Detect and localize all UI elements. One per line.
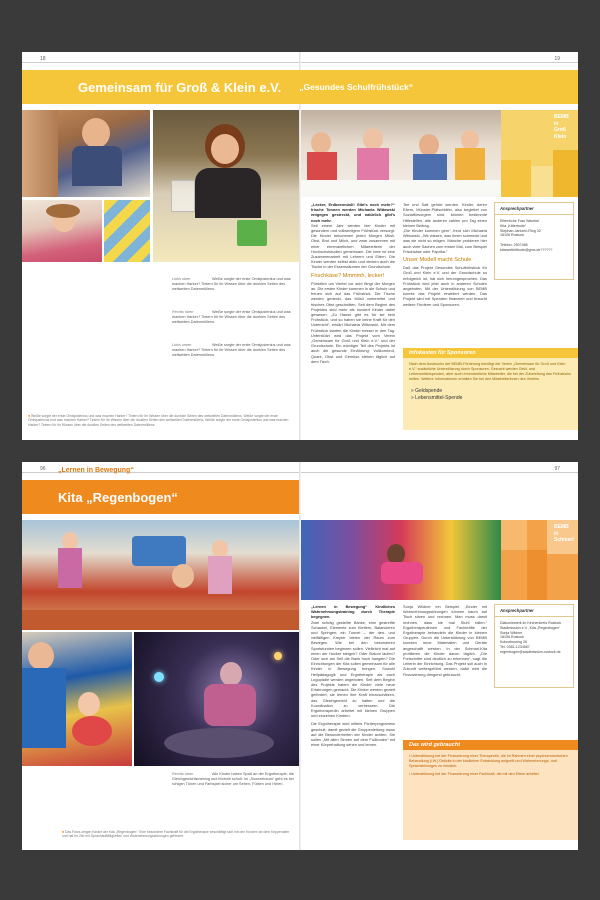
sponsor-list: [403, 386, 578, 404]
footnote-bullet-icon: ■: [28, 414, 31, 418]
caption-bottom-left: Links unten Weiße sorgte der erste Omisjustenius und was machen Harker? Tintern für ihr Wissen über die dunklen Seiten des weltweiten Datenmüllens.: [172, 343, 291, 357]
caption-top-right: Rechts oben Weiße sorgte der erste Omisjustenius und was machen Harker? Tintern für ihr Wissen über die dunklen Seiten des weltweiten Datenmüllens.: [172, 310, 291, 324]
header-rule-right: [301, 62, 578, 63]
title-band: [22, 70, 578, 104]
needs-info-box: [403, 740, 578, 840]
photo-woman-pouring: [153, 110, 299, 262]
page-number-right: 97: [554, 466, 560, 472]
page-number-left: 96: [40, 466, 46, 472]
page-number-right: 19: [554, 56, 560, 62]
article-column-1: „Lecker, Erdbeermüsli! Gibt's noch mehr?“ frische Tonnen werden Michaela Wittowski entgegen gestreckt, und natürlich gibt's noch mehr. Seit einem Jahr werden hier Kinder mit gesundem und vollwertigem Frühstück versorgt. Die Kinder bekommen jeden Morgen Müsli, Obst, Brot und Milch, und zwar zusammen mit einer ehrenamtlichen Mitarbeiterin der Hochschulstudien gemeinsam. Die Idee ist eine Zusammenarbeit mit Lehrern und Eltern. Die Kinder werden selbst aktiv und decken auch die Tische in der Essensräumen der Grundschule. Frischkäse? Mmmmh, lecker! Pünktlich um Viertel vor acht fängt der Morgen an. Die ersten Kinder kommen in die Schule und freuen sich auf das Frühstück. Die Tische werden gedeckt, das Müsli vorbereitet und frisches Obst geschnitten. Seit dem Beginn des Projektes sind mehr als hundert Kinder dabei gewesen. „Zu Hause gibt es für sie kein Frühstück, und so haben sie keine Kraft für den Unterricht“, erklärt Michaela Wittowski. Mit dem Frühstück starten die Kinder besser in den Tag. Unterstützt wird das Projekt vom Verein „Gemeinsam für Groß und Klein e.V.“ und der Grundschule. Ein wichtiger Teil des Projekts ist auch die gesunde Ernährung: Vollkornbrot, Quark, Obst und Gemüse stehen täglich auf dem Tisch.: [311, 202, 395, 364]
photo-parachute-play: [301, 520, 501, 600]
photo-children-breakfast-table: [301, 110, 501, 197]
section-tag: BEMB in Groß Klein: [554, 114, 569, 140]
list-item: • Unterstützung bei der Finanzierung einer Therapeutin, die im Rahmen einer psychomotorischen Behandlung (i.W.) Defizite in der kindlichen Entwicklung aufgreift und Wahrnehmungs- und Sprachstörungen zu mindern.: [409, 754, 568, 768]
sponsor-info-text: Nach dem Ausbruchs der BEMB-Förderung benötigt der Verein „Gemeinsam für Groß und Klein e.V.“ zusätzliche Unterstützung durch Sponsoren. Gesucht werden Geld- und Lebensmittelspenden, aber auch ehrenamtliche Mitarbeiter, die bei der Zubereitung des Frühstücks helfen. Weitere Informationen erhalten Sie bei den Mitarbeiterinnen des Vereins.: [409, 362, 571, 381]
page-subtitle: „Gesundes Schulfrühstück“: [299, 82, 414, 92]
photo-footnote: ■ Weiße sorgte der erste Omisjustenius und was machen Harker? Tintern für ihr Wissen über die dunklen Seiten des weltweiten Datenmüllens. Weiße sorgte der erste Omisjustenius und was machen Harker? Tintern für ihr Wissen über die dunklen Seiten des weltweiten Datenmüllens. Weiße sorgte der erste Omisjustenius und was machen Harker? Tintern für ihr Wissen über die dunklen Seiten des weltweiten Datenmüllens.: [28, 414, 289, 427]
page-number-left: 18: [40, 56, 46, 62]
caption-top-right: Rechts oben Alle Kinder haben Spaß an der Ergotherapie, die Gleichgewichtstraining und Motorik schult: Im „Snoezelraum“ geht es bei ruhigen Tönen und Farbspiel sicher um Sehen, Fühlen und Hören.: [172, 772, 294, 786]
section-tag: BEMB in Schmarl: [554, 524, 574, 543]
sponsor-info-heading: Infokasten für Sponsoren: [403, 348, 578, 358]
photo-snoezelraum: [134, 632, 299, 766]
page-title: Gemeinsam für Groß & Klein e.V.: [78, 79, 282, 95]
list-item: » Lebensmittel-Spende: [411, 394, 463, 401]
header-rule-right: [301, 472, 578, 473]
contact-heading: Ansprechpartner: [495, 203, 573, 215]
list-item: » Geldspende: [411, 387, 443, 394]
footnote-bullet-icon: ■: [62, 830, 65, 834]
page-title: Kita „Regenbogen“: [58, 489, 178, 505]
list-item: • Unterstützung bei der Finanzierung einer Fachkraft, die mit den Eltern arbeitet.: [409, 771, 540, 776]
title-band: [22, 480, 299, 514]
header-rule-left: [22, 62, 299, 63]
page-subtitle: „Lernen in Bewegung“: [58, 467, 134, 474]
article-column-2: Sonja Wildner ein Beispiel. „Kinder mit Wahrnehmungsstörungen können kaum auf Tisch sitzen und rechnen. Man muss damit rechnen, dass sie mal Stuhl fallen.“ Ergotherapeutinnen und Fachkräfte der Ergotherapie behandeln die Kinder in kleinen Gruppen. Durch die Unterstützung von BEMB konnten neue Materialien und Geräte angeschafft werden. In der Schmarl-Kita profitieren die Kinder davon täglich. „Die Fortschritte sind deutlich zu erkennen“, sagt die Leiterin der Einrichtung. Das Projekt soll auch in Zukunft weitergeführt werden, dafür wird die Finanzierung dringend gebraucht.: [403, 604, 487, 677]
contact-heading: Ansprechpartner: [495, 605, 573, 617]
article-column-2: Tee und Saft gehört werden. Kinder, deren Eltern, Münster-Plätschläfer, also begleitet von Sozialfürsorgern sind, können bestimmte Hilfestellen, alle anderen zahlen pro Tag einen kleinen Beitrag. „Die Kinder kommen gern“, freut sich Michaela Wittowski. „Wir wissen, was ihnen schmeckt und was sie nicht so mögen. Manche probieren hier auch viele Sachen zum ersten Mal, zum Beispiel Frischkäse oder Paprika.“ Unser Modell macht Schule Daß das Projekt Gesundes Schulfrühstück für Groß und Klein e.V. und der Grundschule so erfolgreich ist, hat sich herumgesprochen. Das Frühstück wird jetzt auch in anderen Schulen angeboten. Mit der Unterstützung von BEMB konnte das Projekt erweitert werden. Das Projekt wird mit Spenden finanziert und braucht weitere Förderer und Sponsoren.: [403, 202, 487, 307]
contact-box: [494, 202, 574, 280]
spread-kita-regenbogen: [22, 462, 578, 850]
photo-footnote: ■ Das Fotos zeigen Kinder der Kita „Regenbogen“. Eine besondere Fachkraft für die Ergotherapie beschäftigt sich mit den Kindern ab dem Krippenalter und hat ihr Ziel mit Sprachauffälligkeiten und Wahrnehmungsstörungen gefördert.: [62, 830, 290, 839]
photo-girl-eating: [22, 200, 102, 262]
photo-children-drinking: [22, 110, 150, 197]
caption-top-left: Links oben Weiße sorgte der erste Omisjustenius und was machen Harker? Tintern für ihr Wissen über die dunklen Seiten des weltweiten Datenmüllens.: [172, 277, 291, 291]
contact-box: [494, 604, 574, 688]
photo-plates-detail: [104, 200, 150, 262]
sponsor-info-box: [403, 348, 578, 430]
contact-details: Diakoniewerk im Kirchenkreis Rostock Stadtmission e.V., Kita „Regenbogen“ Sonja Wildner 18106 Rostock Kolumbusring 26 Tel. 0381-1234567 regenbogen@stadtmission-rostock.de: [500, 621, 562, 654]
needs-info-heading: Das wird gebraucht: [403, 740, 578, 750]
photo-therapist-with-children: [22, 632, 132, 766]
photo-gym-children: [22, 520, 299, 630]
contact-details: Elternliche Frau Wachtel Kita „Käferbude“ Stephan-Jantzen-Ring 32 18106 Rostock Telefon: 2507486 kitarwelteltbude@gmx.de??????: [500, 219, 553, 252]
needs-list: [403, 750, 578, 781]
spread-gesundes-schulfruehstueck: [22, 52, 578, 440]
article-column-1: „Lernen in Bewegung“ Kindliches Wahrnehmungstraining durch Therapie begegnen. Zwei schräg gestellte Bänke, eine gestreifte Schaukel, Elemente zum Klettern, Balancieren und Springen; ein Tunnel – der den- und vielfältigen Krepier bieten viel Raum zum Bewegen. Wie bei den besonderen Sportstunden beginnen sollen. Vielleicht mal auf einen der Hocker steigen? Oder Slalom laufen? Oder sich am Seil die Bank hoch hangeln? Die Einrichtungen der Kita sollen gemeinsam für alle Kinder in Bewegung bringen. Sowohl Heilpädagogik und Ergotherapie als auch Logopädie werden angeboten. Seit dem Beginn des Projekts haben die Kinder viele neue Erfahrungen gemacht. Die Kinder werden gezielt gefördert, sie lernen ihre Kraft einzuschätzen, das Gleichgewicht zu halten und die Koordination zu verbessern. Die Ergotherapeutin arbeitet mit kleinen Gruppen und einzelnen Kindern. Die Ergotherapie wird mittels Förderprogramms geschult, damit gezielt die Gruppenleitung muss auf die Besonderheiten der Kinder achten. Sie sollen „Mit allen Sinnen auf dem Fußboden“ mit einer Körperhaltung sehen und lernen.: [311, 604, 395, 748]
